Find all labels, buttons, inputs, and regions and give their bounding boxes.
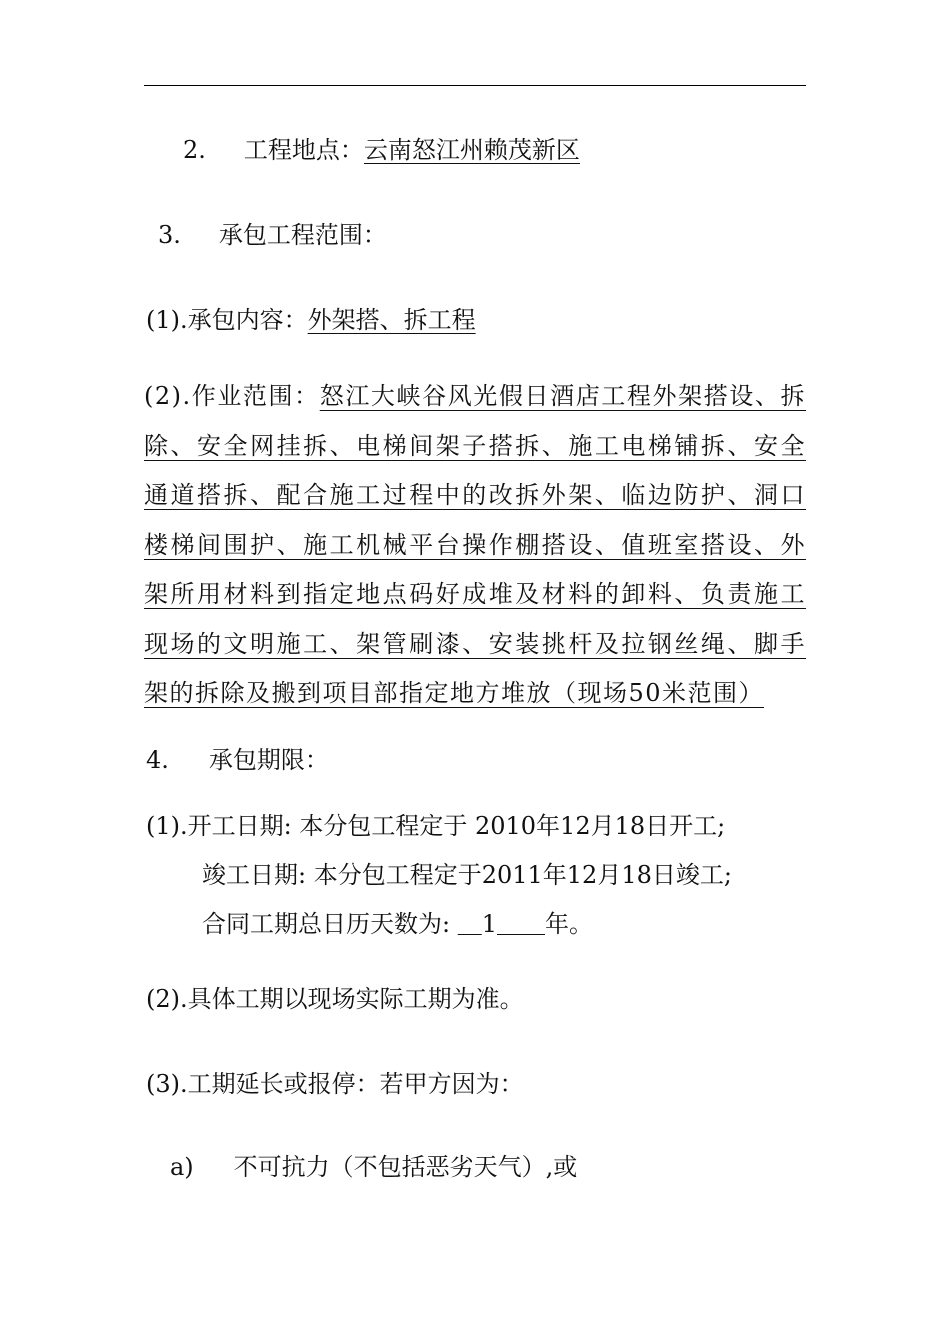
item-3-1-content: [146, 305, 476, 335]
item-2-value: 云南怒江州赖茂新区: [363, 136, 580, 164]
item-a-text: 不可抗力（不包括恶劣天气）,或: [233, 1153, 578, 1181]
item-3-scope-heading: [158, 220, 387, 250]
item-3-2-value: 怒江大峡谷风光假日酒店工程外架搭设、拆除、安全网挂拆、电梯间架子搭拆、施工电梯铺拆、安全通道搭拆、配合施工过程中的改拆外架、临边防护、洞口楼梯间围护、施工机械平台操作棚搭设、值班室搭设、外架所用材料到指定地点码好成堆及材料的卸料、负责施工现场的文明施工、架管刷漆、安装挑杆及拉钢丝绳、脚手架的拆除及搬到项目部指定地方堆放（现场50米范围）: [144, 382, 806, 707]
item-4-2-actual-duration: (2).具体工期以现场实际工期为准。: [146, 985, 524, 1013]
item-4-label: 承包期限：: [208, 746, 329, 774]
item-a-marker: a): [170, 1153, 194, 1181]
item-2-label: 工程地点：: [243, 136, 364, 164]
item-3-2-work-scope: [144, 372, 806, 719]
header-rule: [144, 85, 806, 86]
item-2-location: [183, 135, 580, 165]
item-3-1-prefix: (1).承包内容：: [146, 306, 308, 334]
item-4-1-duration: 合同工期总日历天数为: ＿1＿＿年。: [202, 910, 593, 938]
item-a-force-majeure: [170, 1152, 577, 1182]
item-4-3-extension: (3).工期延长或报停：若甲方因为：: [146, 1070, 524, 1098]
item-3-number: 3.: [158, 221, 181, 249]
item-4-1-end-date: 竣工日期: 本分包工程定于2011年12月18日竣工;: [202, 861, 732, 889]
item-3-label: 承包工程范围：: [218, 221, 387, 249]
item-2-number: 2.: [183, 136, 206, 164]
item-3-2-prefix: (2).作业范围：: [144, 382, 320, 410]
item-4-number: 4.: [146, 746, 169, 774]
item-3-1-value: 外架搭、拆工程: [307, 306, 476, 334]
item-4-term-heading: [146, 745, 329, 775]
item-4-1-start-date: (1).开工日期: 本分包工程定于 2010年12月18日开工;: [146, 812, 726, 840]
